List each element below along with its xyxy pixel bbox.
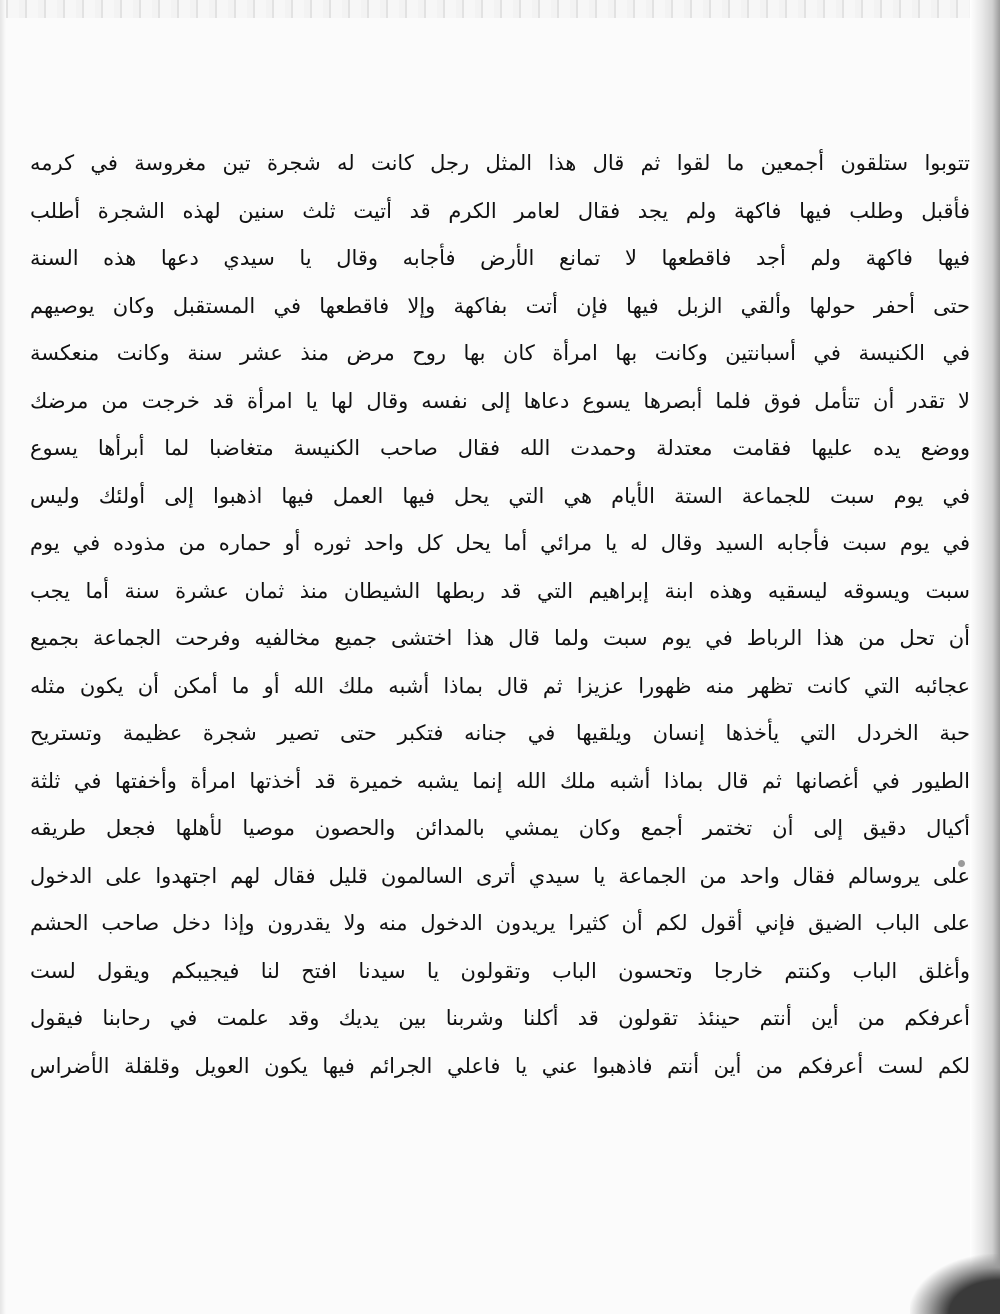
manuscript-text-block [30, 140, 970, 1090]
text-line: أن تحل من هذا الرباط في يوم سبت ولما قال هذا اختشى جميع مخالفيه وفرحت الجماعة بجميع [30, 626, 970, 650]
text-line: حبة الخردل التي يأخذها إنسان ويلقيها في جنانه فتكبر حتى تصير شجرة عظيمة وتستريح [30, 721, 970, 745]
text-line: وأغلق الباب وكنتم خارجا وتحسون الباب وتقولون يا سيدنا افتح لنا فيجيبكم ويقول لست [30, 958, 970, 983]
text-line: سبت ويسوقه ليسقيه وهذه ابنة إبراهيم التي قد ربطها الشيطان منذ ثمان عشرة سنة أما يجب [30, 578, 970, 603]
text-line: الطيور في أغصانها ثم قال بماذا أشبه ملك الله إنما يشبه خميرة قد أخذتها امرأة وأخفتها في ثلثة [30, 768, 970, 793]
text-line: في يوم سبت للجماعة الستة الأيام هي التي يحل فيها العمل فيها اذهبوا إلى أولئك وليس [30, 483, 970, 508]
text-line: تتوبوا ستلقون أجمعين ما لقوا ثم قال هذا المثل رجل كانت له شجرة تين مغروسة في كرمه [30, 151, 970, 175]
text-line: لكم لست أعرفكم من أين أنتم فاذهبوا عني يا فاعلي الجرائم فيها يكون العويل وقلقلة الأضراس [30, 1053, 970, 1078]
text-line: عجائبه التي كانت تظهر منه ظهورا عزيزا ثم قال بماذا أشبه ملك الله أو ما أمكن أن يكون مثله [30, 673, 970, 698]
text-line: في الكنيسة في أسبانتين وكانت بها امرأة كان بها روح مرض منذ عشر سنة وكانت منعكسة [30, 341, 970, 365]
text-line: لا تقدر أن تتأمل فوق فلما أبصرها يسوع دعاها إلى نفسه وقال لها يا امرأة قد خرجت من مرضك [30, 388, 970, 413]
scan-right-edge [970, 0, 1000, 1314]
text-line: فأقبل وطلب فيها فاكهة ولم يجد فقال لعامر الكرم قد أتيت ثلث سنين لهذه الشجرة أطلب [30, 198, 970, 223]
scan-corner-shadow [910, 1254, 1000, 1314]
text-line: في يوم سبت فأجابه السيد وقال له يا مرائي أما يحل كل واحد ثوره أو حماره من مذوده في يوم [30, 531, 970, 555]
scan-top-edge [0, 0, 1000, 18]
text-line: على الباب الضيق فإني أقول لكم أن كثيرا يريدون الدخول منه ولا يقدرون وإذا دخل صاحب الحشم [30, 911, 970, 935]
text-line: على يروسالم فقال واحد من الجماعة يا سيدي أترى السالمون قليل فقال لهم اجتهدوا على الدخول [30, 863, 970, 888]
scan-left-edge [0, 0, 6, 1314]
text-line: فيها فاكهة ولم أجد فاقطعها لا تمانع الأرض فأجابه وقال يا سيدي دعها هذه السنة [30, 246, 970, 270]
text-line: ووضع يده عليها فقامت معتدلة وحمدت الله فقال صاحب الكنيسة متغاضبا لما أبرأها يسوع [30, 436, 970, 460]
text-line: أعرفكم من أين أنتم حينئذ تقولون قد أكلنا وشربنا بين يديك وقد علمت في رحابنا فيقول [30, 1006, 970, 1030]
text-line: أكيال دقيق إلى أن تختمر أجمع وكان يمشي بالمدائن والحصون موصيا لأهلها فجعل طريقه [30, 816, 970, 840]
text-line: حتى أحفر حولها وألقي الزبل فيها فإن أتت بفاكهة وإلا فاقطعها في المستقبل وكان يوصيهم [30, 293, 970, 318]
